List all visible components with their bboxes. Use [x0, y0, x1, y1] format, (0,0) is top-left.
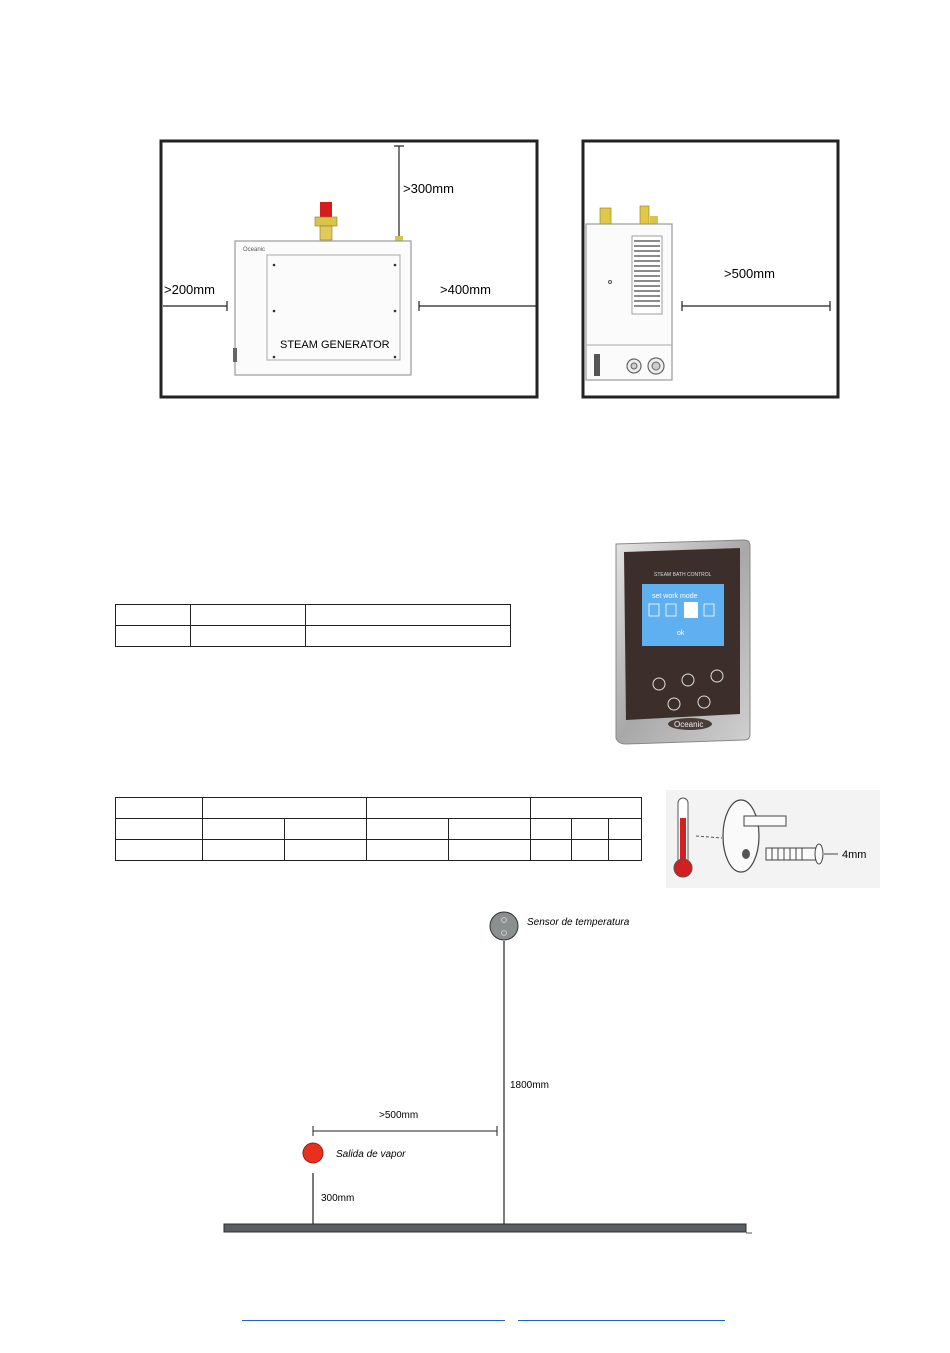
table-row [116, 626, 511, 647]
sensor-label: Sensor de temperatura [527, 917, 630, 928]
footer-link-underline-right[interactable] [518, 1320, 725, 1321]
panel-brand: Oceanic [674, 720, 704, 729]
side-view-diagram [572, 130, 852, 410]
table-row [116, 798, 642, 819]
front-unit-label: STEAM GENERATOR [280, 339, 390, 351]
table-row [116, 840, 642, 861]
front-brand-label: Oceanic [243, 247, 266, 253]
panel-screen-ok: ok [677, 630, 685, 637]
sensor-detail-image [666, 790, 880, 888]
front-clear-left-label: >200mm [164, 282, 215, 297]
spec-table-2 [115, 797, 642, 861]
steam-outlet-icon [303, 1143, 323, 1163]
front-clear-right-label: >400mm [440, 282, 491, 297]
footer-link-underline-left[interactable] [242, 1320, 505, 1321]
sensor-height-label: 1800mm [510, 1080, 549, 1091]
outlet-height-label: 300mm [321, 1193, 355, 1204]
side-clear-right-label: >500mm [724, 266, 775, 281]
sensor-dimension-label: 4mm [842, 849, 867, 861]
spec-table-1 [115, 604, 511, 647]
table-row [116, 819, 642, 840]
control-panel-image [604, 538, 754, 748]
outlet-label: Salida de vapor [336, 1149, 406, 1160]
floor-bar [224, 1224, 746, 1232]
table-row [116, 605, 511, 626]
outlet-distance-label: >500mm [379, 1110, 419, 1121]
panel-header-text: STEAM BATH CONTROL [654, 572, 712, 578]
steam-generator-unit [235, 241, 411, 375]
panel-screen-text: set work mode [652, 593, 698, 600]
front-clear-top-label: >300mm [403, 181, 454, 196]
wall-layout-diagram [220, 905, 760, 1240]
front-view-diagram [150, 130, 550, 410]
